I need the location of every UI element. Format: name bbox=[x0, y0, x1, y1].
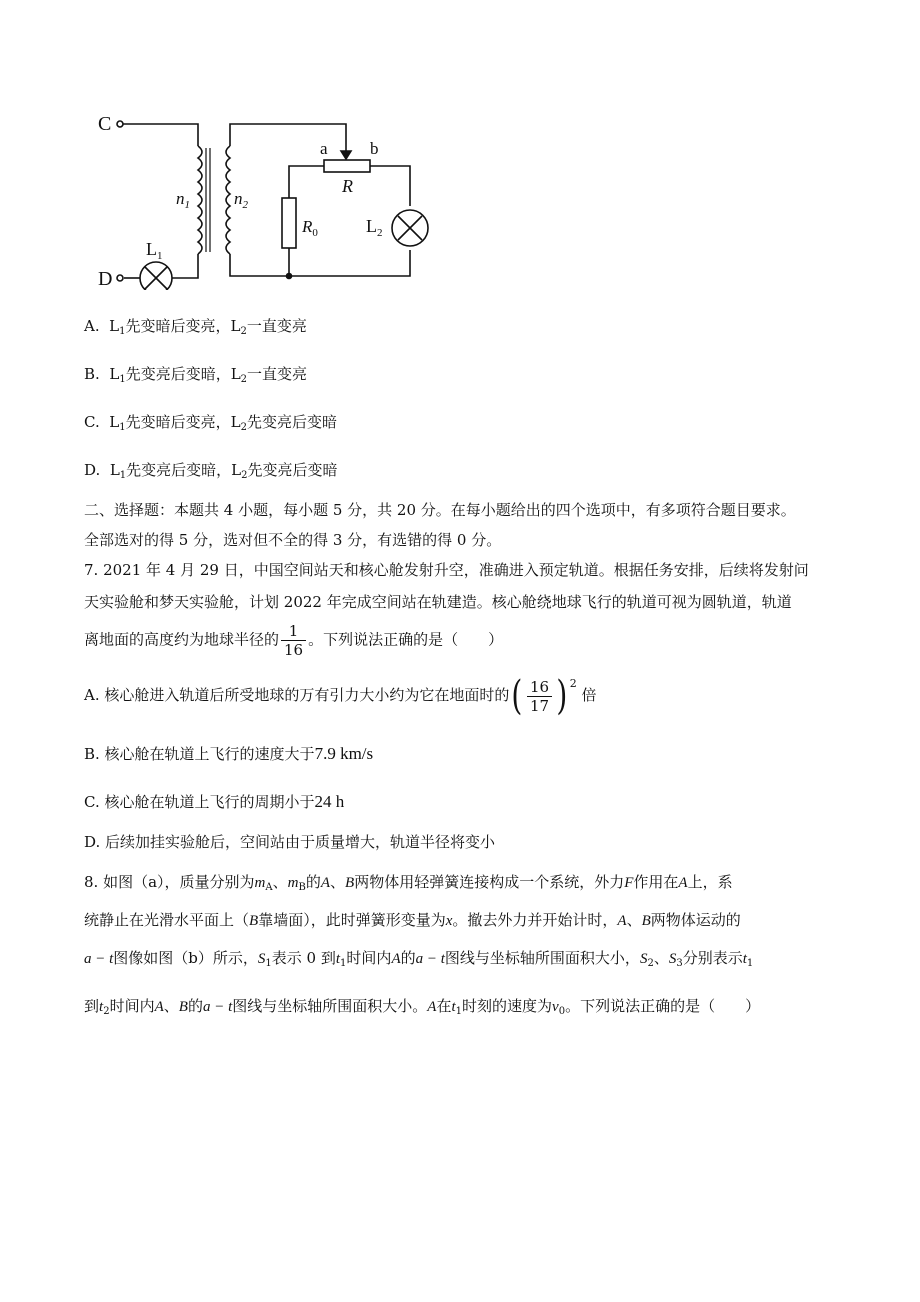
q7-option-b: B. 核心舱在轨道上飞行的速度大于7.9 km/s bbox=[84, 744, 374, 763]
q6-option-d: D. $L_1$先变亮后变暗，$L_2$先变亮后变暗 bbox=[84, 461, 338, 481]
svg-text:R0 bbox=[301, 217, 318, 239]
label-d: D bbox=[98, 268, 113, 290]
terminal-d-node bbox=[117, 275, 123, 281]
section2-line1: 二、选择题：本题共 4 小题，每小题 5 分，共 20 分。在每小题给出的四个选项中，有多项符合题目要求。 bbox=[84, 501, 796, 519]
fraction-1-16: $\frac{1}{16}$ bbox=[281, 622, 306, 659]
label-r: R bbox=[342, 176, 353, 196]
q8-stem-line3: a − t图像如图（b）所示，$S_1$表示 0 到$t_1$时间内A的a − t图线与坐标轴所围面积大小，$S_2$、$S_3$分别表示$t_1$ bbox=[84, 949, 754, 969]
transformer-core bbox=[206, 148, 210, 252]
label-a: a bbox=[320, 139, 328, 158]
q6-option-b: B. $L_1$先变亮后变暗，$L_2$一直变亮 bbox=[84, 365, 308, 385]
svg-text:n2 bbox=[234, 189, 249, 211]
q7-option-c: C. 核心舱在轨道上飞行的周期小于24 h bbox=[84, 792, 345, 811]
secondary-bottom-wire bbox=[230, 250, 410, 276]
transformer-circuit-diagram bbox=[80, 100, 440, 290]
q7-option-a: A. 核心舱进入轨道后所受地球的万有引力大小约为它在地面时的 ( $\frac{16}{17}$ ) 2 倍 bbox=[84, 673, 597, 719]
secondary-top-wire bbox=[230, 124, 346, 146]
resistor-r0 bbox=[282, 198, 296, 248]
q7-stem-line2: 天实验舱和梦天实验舱，计划 2022 年完成空间站在轨建造。核心舱绕地球飞行的轨道可视为圆轨道，轨道 bbox=[84, 593, 792, 611]
fraction-16-17-squared: ( $\frac{16}{17}$ ) 2 bbox=[511, 673, 577, 719]
q8-stem-line4: 到$t_2$时间内A、B的a − t图线与坐标轴所围面积大小。A在$t_1$时刻的速度为$v_0$。下列说法正确的是（ ） bbox=[84, 997, 761, 1017]
section2-line2: 全部选对的得 5 分，选对但不全的得 3 分，有选错的得 0 分。 bbox=[84, 531, 502, 549]
q8-stem-line1: 8. 如图（a），质量分别为$m_A$、$m_B$的A、B两物体用轻弹簧连接构成一个系统，外力F作用在A上，系 bbox=[84, 873, 733, 893]
rheostat-right-wire bbox=[370, 166, 410, 206]
svg-text:L1 bbox=[146, 239, 163, 262]
q7-stem-line3: 离地面的高度约为地球半径的 $\frac{1}{16}$ 。下列说法正确的是（ ） bbox=[84, 622, 504, 659]
q8-stem-line2: 统静止在光滑水平面上（B靠墙面），此时弹簧形变量为x。撤去外力并开始计时，A、B两物体运动的 bbox=[84, 911, 741, 929]
svg-text:n1 bbox=[176, 189, 190, 211]
label-l2-sub: 2 bbox=[377, 227, 383, 239]
label-r0-sub: 0 bbox=[312, 227, 318, 239]
q6-option-a: A. $L_1$先变暗后变亮，$L_2$一直变亮 bbox=[84, 317, 307, 337]
primary-top-wire bbox=[123, 124, 198, 146]
terminal-c-node bbox=[117, 121, 123, 127]
label-n2-sub: 2 bbox=[242, 199, 248, 211]
rheostat-r bbox=[324, 160, 370, 172]
q6-option-c: C. $L_1$先变暗后变亮，$L_2$先变亮后变暗 bbox=[84, 413, 337, 433]
secondary-coil bbox=[226, 146, 230, 254]
label-r0: R bbox=[302, 217, 313, 236]
label-l1: L bbox=[146, 239, 157, 259]
label-b: b bbox=[370, 139, 379, 158]
label-n2: n bbox=[234, 189, 243, 208]
q7-stem-line1: 7. 2021 年 4 月 29 日，中国空间站天和核心舱发射升空，准确进入预定轨道。根据任务安排，后续将发射问 bbox=[84, 561, 809, 579]
q7-option-d: D. 后续加挂实验舱后，空间站由于质量增大，轨道半径将变小 bbox=[84, 833, 496, 851]
junction-dot bbox=[287, 274, 292, 279]
label-c: C bbox=[98, 113, 112, 135]
label-n1: n bbox=[176, 189, 185, 208]
primary-bottom-wire bbox=[172, 254, 198, 278]
svg-text:L2 bbox=[366, 216, 383, 239]
lamp-l1-symbol bbox=[140, 262, 172, 290]
label-n1-sub: 1 bbox=[184, 199, 190, 211]
label-l2: L bbox=[366, 216, 377, 236]
primary-coil bbox=[198, 146, 202, 254]
rheostat-left-wire bbox=[289, 166, 324, 198]
label-l1-sub: 1 bbox=[157, 250, 163, 262]
